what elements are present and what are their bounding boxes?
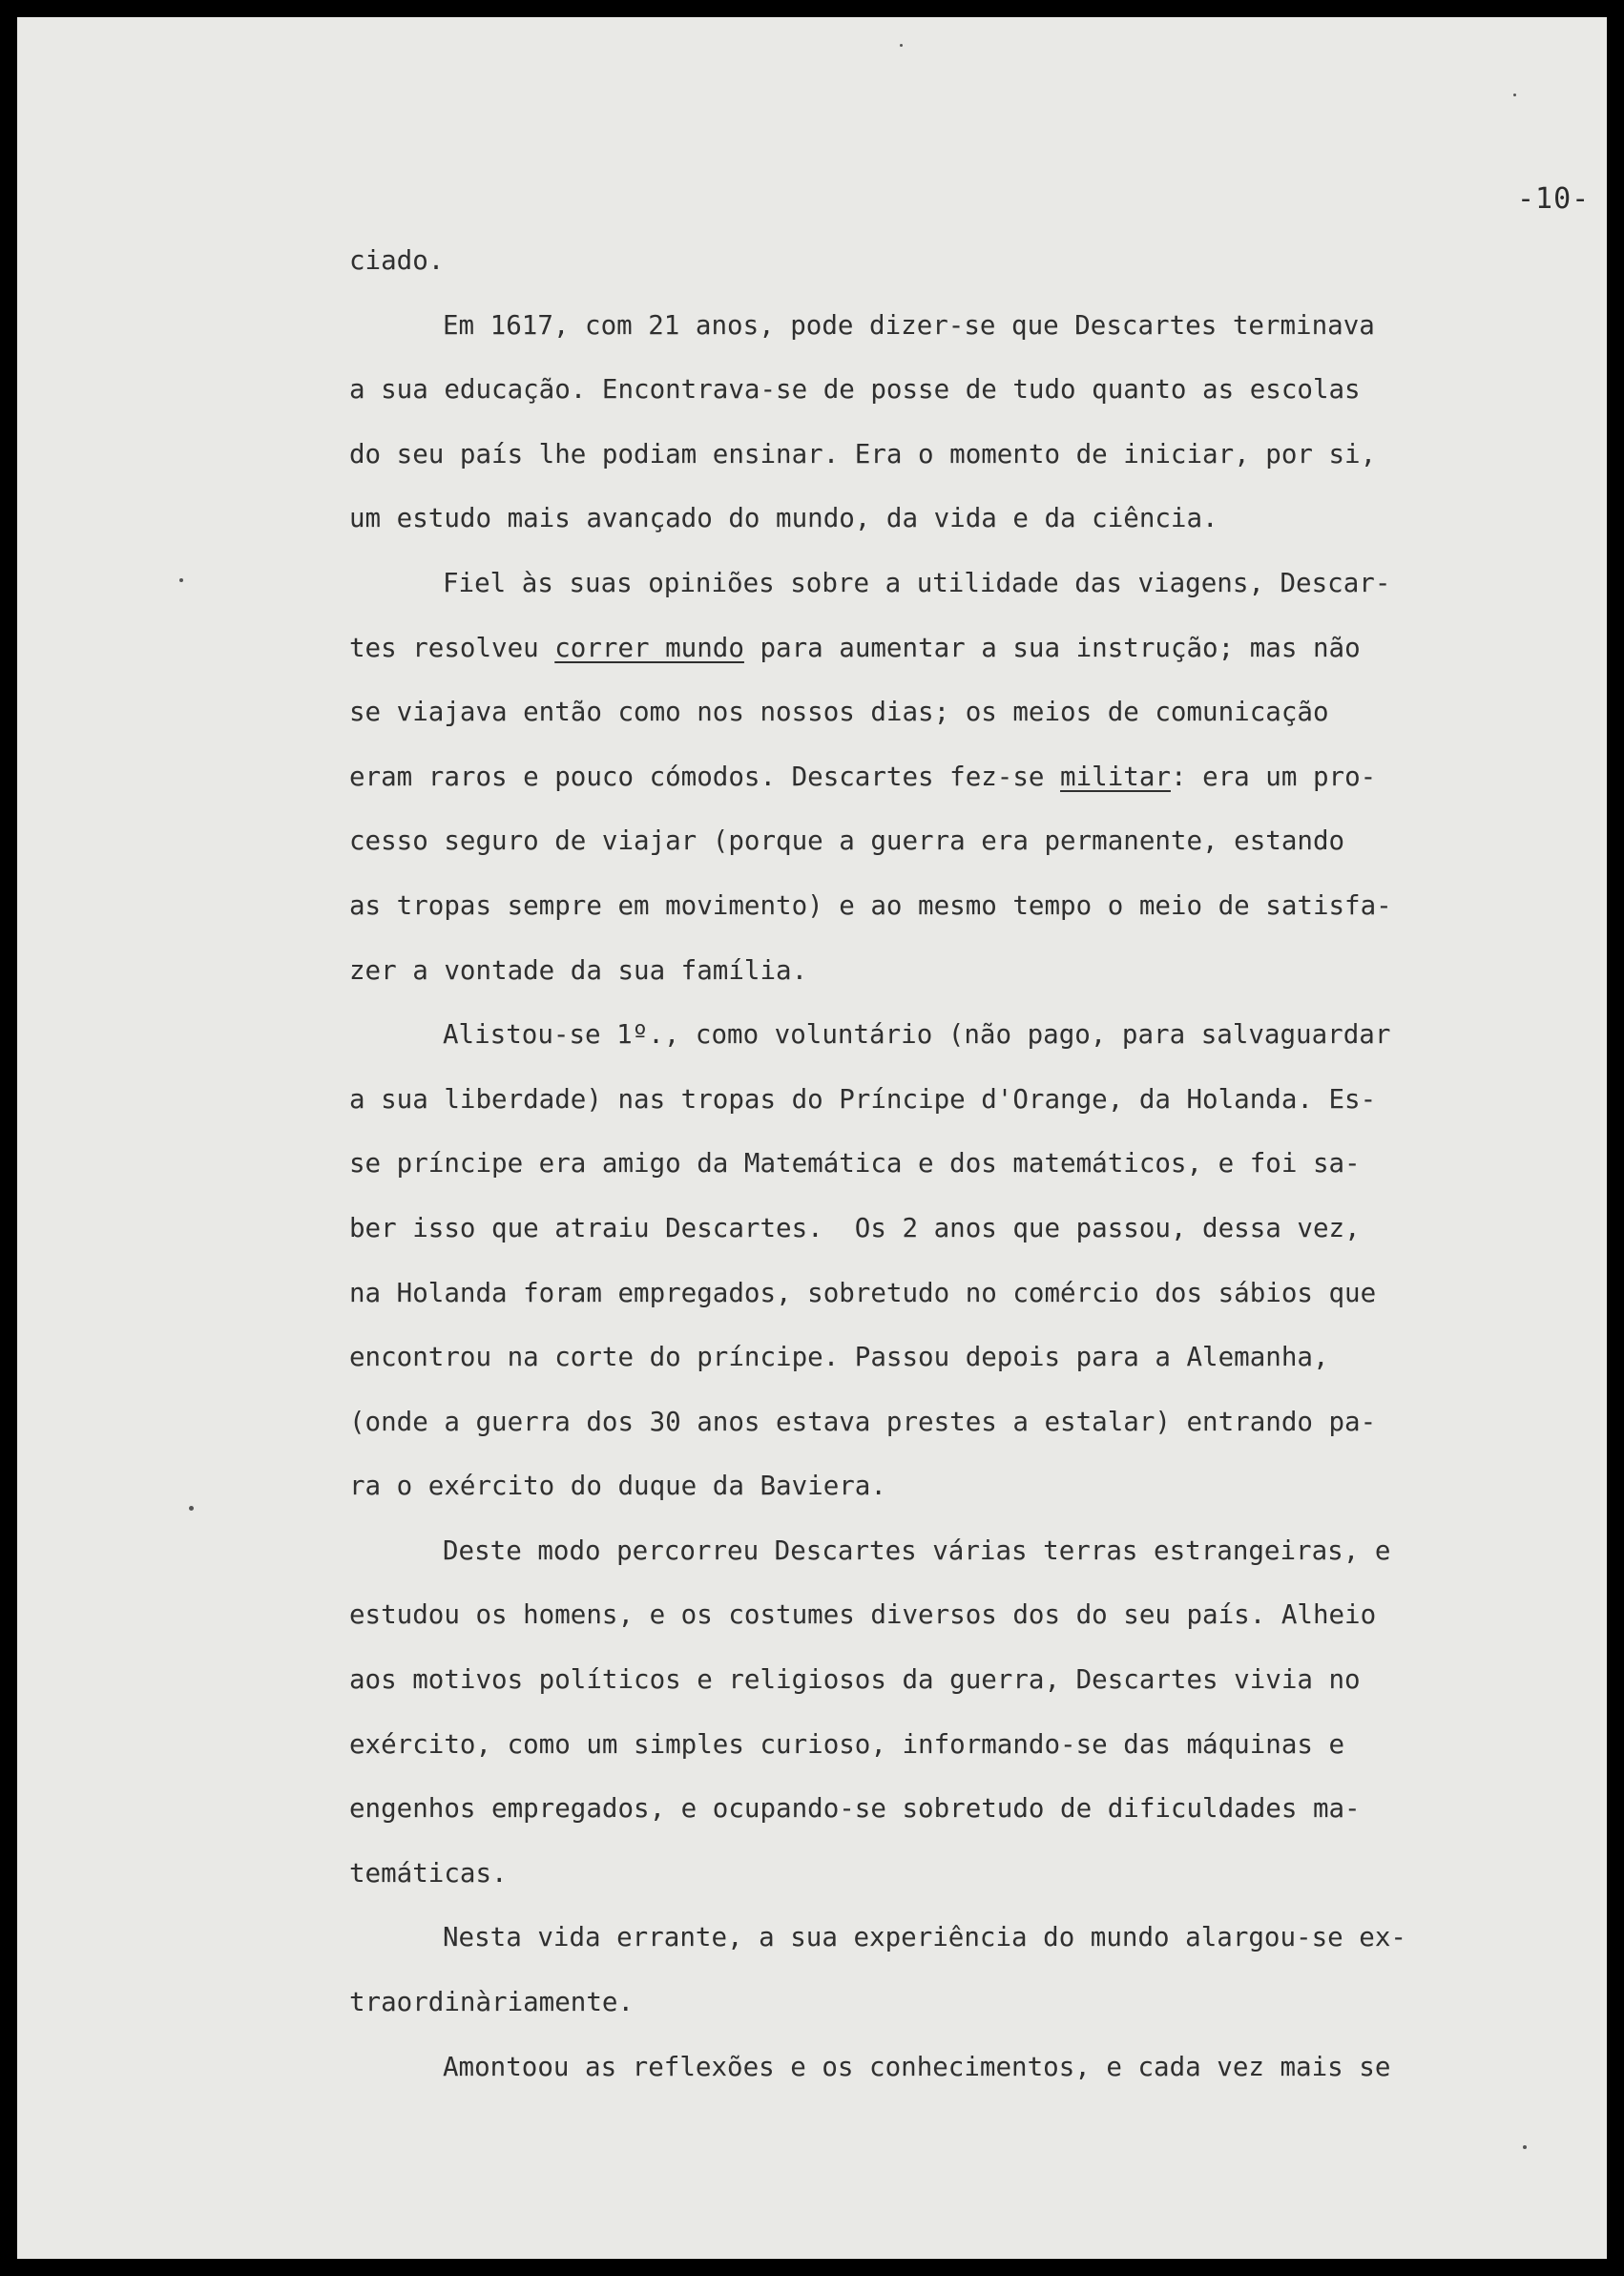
text-line: Deste modo percorreu Descartes várias terras estrangeiras, e xyxy=(443,1535,1391,1566)
text-line: as tropas sempre em movimento) e ao mesmo tempo o meio de satisfa- xyxy=(349,889,1392,921)
text-line: um estudo mais avançado do mundo, da vida e da ciência. xyxy=(349,503,1218,534)
text-line: Em 1617, com 21 anos, pode dizer-se que Descartes terminava xyxy=(443,309,1375,341)
text-line: do seu país lhe podiam ensinar. Era o momento de iniciar, por si, xyxy=(349,438,1377,470)
text-line: na Holanda foram empregados, sobretudo no comércio dos sábios que xyxy=(349,1277,1377,1308)
text-line xyxy=(349,616,1590,681)
text-segment: tes resolveu xyxy=(349,632,555,663)
body-text xyxy=(349,229,1590,2099)
text-line: cesso seguro de viajar (porque a guerra era permanente, estando xyxy=(349,825,1345,857)
text-line: ra o exército do duque da Baviera. xyxy=(349,1471,886,1502)
text-line: ber isso que atraiu Descartes. Os 2 anos que passou, dessa vez, xyxy=(349,1212,1361,1243)
underlined-text: correr mundo xyxy=(554,632,744,663)
text-line: traordinàriamente. xyxy=(349,1987,635,2018)
text-line: Amontoou as reflexões e os conhecimentos, e cada vez mais se xyxy=(443,2051,1391,2082)
underlined-text: militar xyxy=(1060,761,1171,792)
text-line: encontrou na corte do príncipe. Passou depois para a Alemanha, xyxy=(349,1342,1329,1373)
text-line: a sua educação. Encontrava-se de posse de tudo quanto as escolas xyxy=(349,374,1361,406)
page-number: -10- xyxy=(1517,182,1591,216)
scan-speck xyxy=(1513,94,1516,96)
scan-speck xyxy=(900,44,903,47)
text-segment: para aumentar a sua instrução; mas não xyxy=(743,632,1361,663)
text-line: (onde a guerra dos 30 anos estava prestes a estalar) entrando pa- xyxy=(349,1406,1377,1437)
text-line: a sua liberdade) nas tropas do Príncipe d'Orange, da Holanda. Es- xyxy=(349,1083,1377,1115)
text-line: temáticas. xyxy=(349,1857,508,1889)
text-line: aos motivos políticos e religiosos da guerra, Descartes vivia no xyxy=(349,1664,1361,1696)
text-line: ciado. xyxy=(349,245,445,276)
text-line: Nesta vida errante, a sua experiência do mundo alargou-se ex- xyxy=(443,1922,1406,1953)
text-line: engenhos empregados, e ocupando-se sobretudo de dificuldades ma- xyxy=(349,1793,1361,1825)
text-line: zer a vontade da sua família. xyxy=(349,954,808,986)
text-line: Alistou-se 1º., como voluntário (não pago, para salvaguardar xyxy=(443,1019,1391,1051)
text-segment: : era um pro- xyxy=(1170,761,1377,792)
scan-speck xyxy=(179,578,183,582)
text-line: se príncipe era amigo da Matemática e dos matemáticos, e foi sa- xyxy=(349,1148,1361,1180)
text-line: estudou os homens, e os costumes diversos dos do seu país. Alheio xyxy=(349,1599,1377,1631)
text-line: Fiel às suas opiniões sobre a utilidade das viagens, Descar- xyxy=(443,567,1391,598)
text-line: se viajava então como nos nossos dias; os meios de comunicação xyxy=(349,697,1329,728)
text-line xyxy=(349,745,1590,810)
scan-speck xyxy=(1523,2145,1527,2149)
scan-speck xyxy=(189,1506,194,1511)
text-line: exército, como um simples curioso, informando-se das máquinas e xyxy=(349,1728,1345,1760)
text-segment: eram raros e pouco cómodos. Descartes fez-se xyxy=(349,761,1061,792)
document-page xyxy=(17,17,1607,2259)
